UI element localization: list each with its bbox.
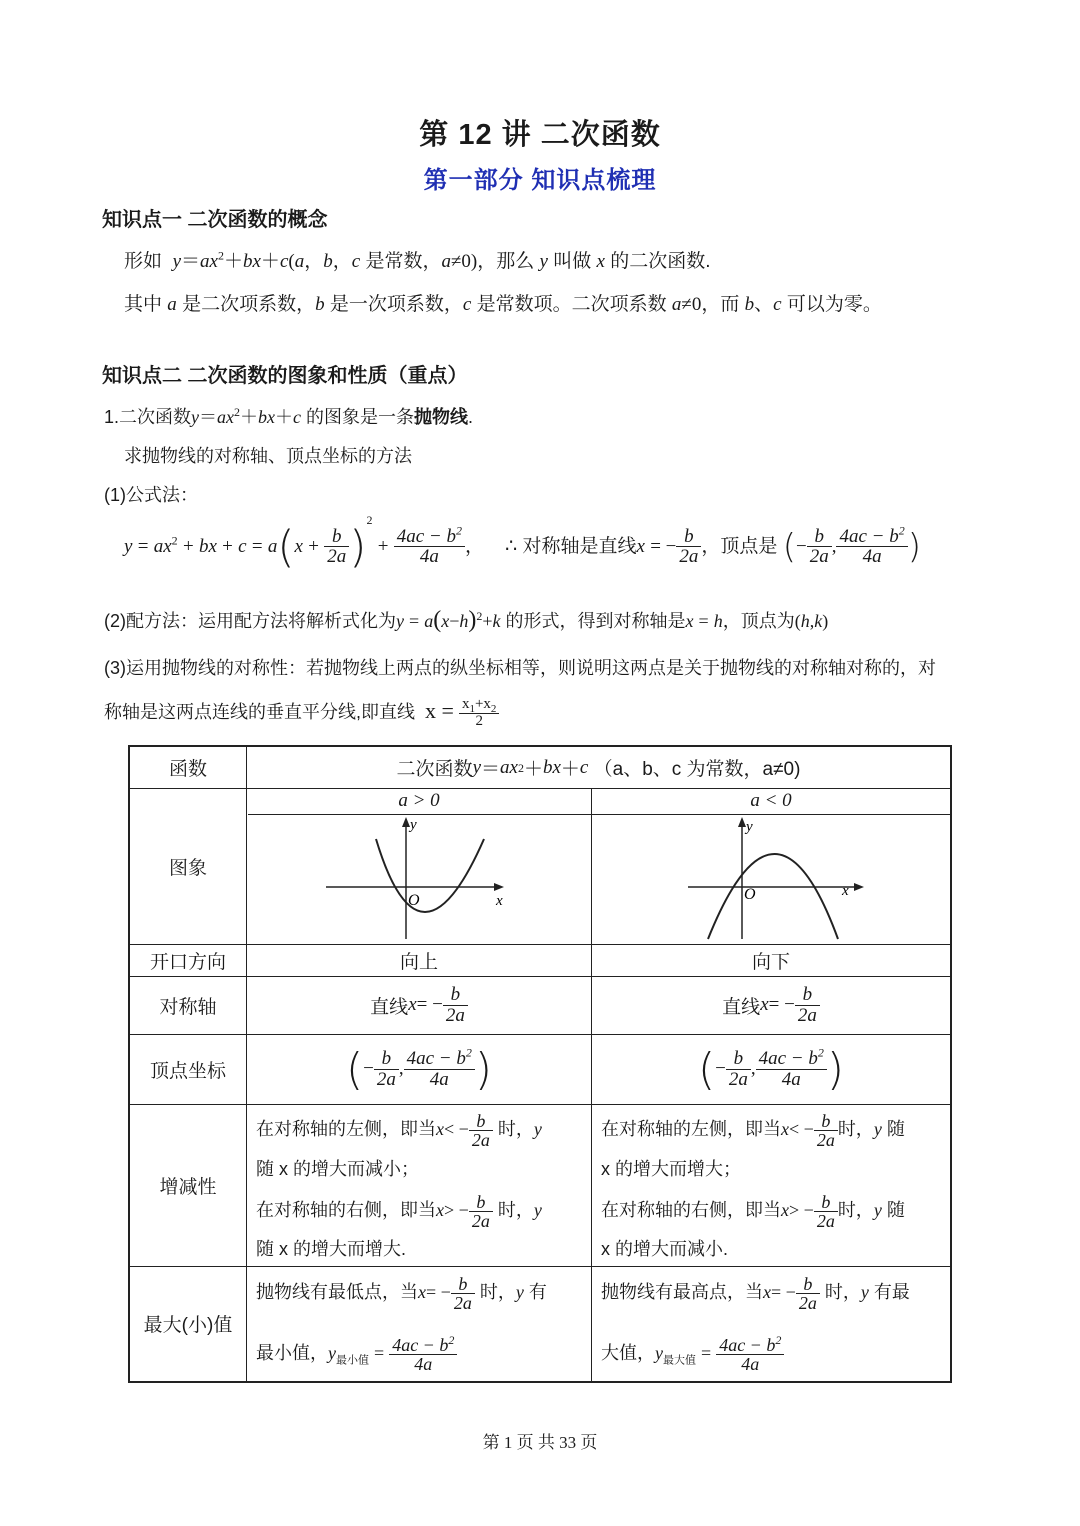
mono-neg-right-2: x 的增大而减小. [601,1239,729,1259]
axis-neg: 直线 x = − $\frac{b}{2a}$ [592,976,950,1034]
ext-pos-line2: 最小值，$y_{最小值}$ = $\frac{4ac - b^2}{4a}$ [256,1333,457,1373]
mono-pos-right: 在对称轴的右侧，即当x> − $\frac{b}{2a}$ 时，y [256,1191,542,1231]
mono-neg-left-2: x 的增大而增大； [601,1159,742,1179]
mono-neg-left: 在对称轴的左侧，即当x< − $\frac{b}{2a}$ 时，y 随 [601,1110,905,1150]
section1-heading: 知识点一 二次函数的概念 [102,209,328,231]
direction-down: 向下 [751,951,790,973]
page-footer: 第 1 页 共 33 页 [482,1433,598,1452]
vertex-neg: ( − $\frac{b}{2a}$ , $\frac{4ac - b^2}{4a}$ ) [697,1043,845,1095]
graph2-x-label: x [842,883,849,899]
header-label: 函数 [168,759,207,780]
row-label-monotonic: 增减性 [159,1176,217,1198]
row-label-axis: 对称轴 [159,996,217,1018]
symmetry-method-line2: 称轴是这两点连线的垂直平分线,即直线 x = $\frac{x_1+x_2}{2}$ [104,697,499,730]
mono-pos-right-2: 随 x 的增大而增大. [256,1239,407,1259]
mono-pos-left-2: 随 x 的增大而减小； [256,1159,420,1179]
section2-heading: 知识点二 二次函数的图象和性质（重点） [102,365,468,387]
properties-table [128,745,952,1383]
page-title: 第 12 讲 二次函数 [419,119,661,151]
mono-pos-left: 在对称轴的左侧，即当x< − $\frac{b}{2a}$ 时，y [256,1110,542,1150]
ext-pos-line1: 抛物线有最低点，当x= − $\frac{b}{2a}$ 时，y 有 [256,1273,547,1313]
vertex-formula: $y = ax^2$ + bx + c = a(x + $\frac{b}{2a}$ )$^2$ + $\frac{4ac - b^2}{4a}$ ， ∴ 对称轴是直线x = − $\frac{b}{2a}$ ，顶点是 (− $\frac{b}{2a}$ , $\frac{4ac - b^2}{4a}$ ) [124,513,921,573]
formula-method-label: (1)公式法： [104,485,198,505]
header-value: 二次函数 y ＝ ax 2 ＋ bx ＋ c （a、b、c 为常数，a≠0) [396,756,801,780]
page-subtitle: 第一部分 知识点梳理 [423,167,657,194]
case-a-negative: a < 0 [750,790,792,811]
graph1-x-label: x [496,893,503,909]
upward-parabola-graph [320,815,520,943]
ext-neg-line1: 抛物线有最高点，当x= − $\frac{b}{2a}$ 时，y 有最 [601,1273,910,1313]
row-label-extreme: 最大(小)值 [143,1315,233,1336]
graph1-origin-label: O [408,892,420,909]
row-label-graph: 图象 [168,857,207,879]
graph2-y-label: y [746,819,753,835]
ext-neg-line2: 大值，$y_{最大值}$ = $\frac{4ac - b^2}{4a}$ [601,1333,784,1373]
mono-neg-right: 在对称轴的右侧，即当x> − $\frac{b}{2a}$ 时，y 随 [601,1191,905,1231]
vertex-pos: ( − $\frac{b}{2a}$ , $\frac{4ac - b^2}{4a}$ ) [345,1043,493,1095]
downward-parabola-graph [682,815,882,943]
definition-line: 形如 $y=ax^2+bx+c(a$，b，c 是常数，a≠0)，那么 y 叫做 x 的二次函数. [124,248,711,272]
row-label-vertex: 顶点坐标 [149,1060,226,1082]
graph1-y-label: y [410,817,417,833]
row-label-direction: 开口方向 [149,951,226,973]
axis-pos: 直线 x = − $\frac{b}{2a}$ [247,976,591,1034]
parabola-statement: 1.二次函数$y=ax^2+bx+c$ 的图象是一条抛物线. [104,405,474,427]
method-title: 求抛物线的对称轴、顶点坐标的方法 [124,446,412,466]
case-a-positive: a > 0 [398,790,440,811]
coefficient-line: 其中 a 是二次项系数，b 是一次项系数，c 是常数项。二次项系数 a≠0，而 b、c 可以为零。 [124,294,882,315]
complete-square-method: (2)配方法：运用配方法将解析式化为$y = a(x-h)^2+k$ 的形式，得到对称轴是x = h，顶点为(h,k) [104,607,829,633]
symmetry-method-line1: (3)运用抛物线的对称性：若抛物线上两点的纵坐标相等，则说明这两点是关于抛物线的对称轴对称的，对 [104,658,936,678]
direction-up: 向上 [399,951,438,973]
graph2-origin-label: O [744,886,756,903]
